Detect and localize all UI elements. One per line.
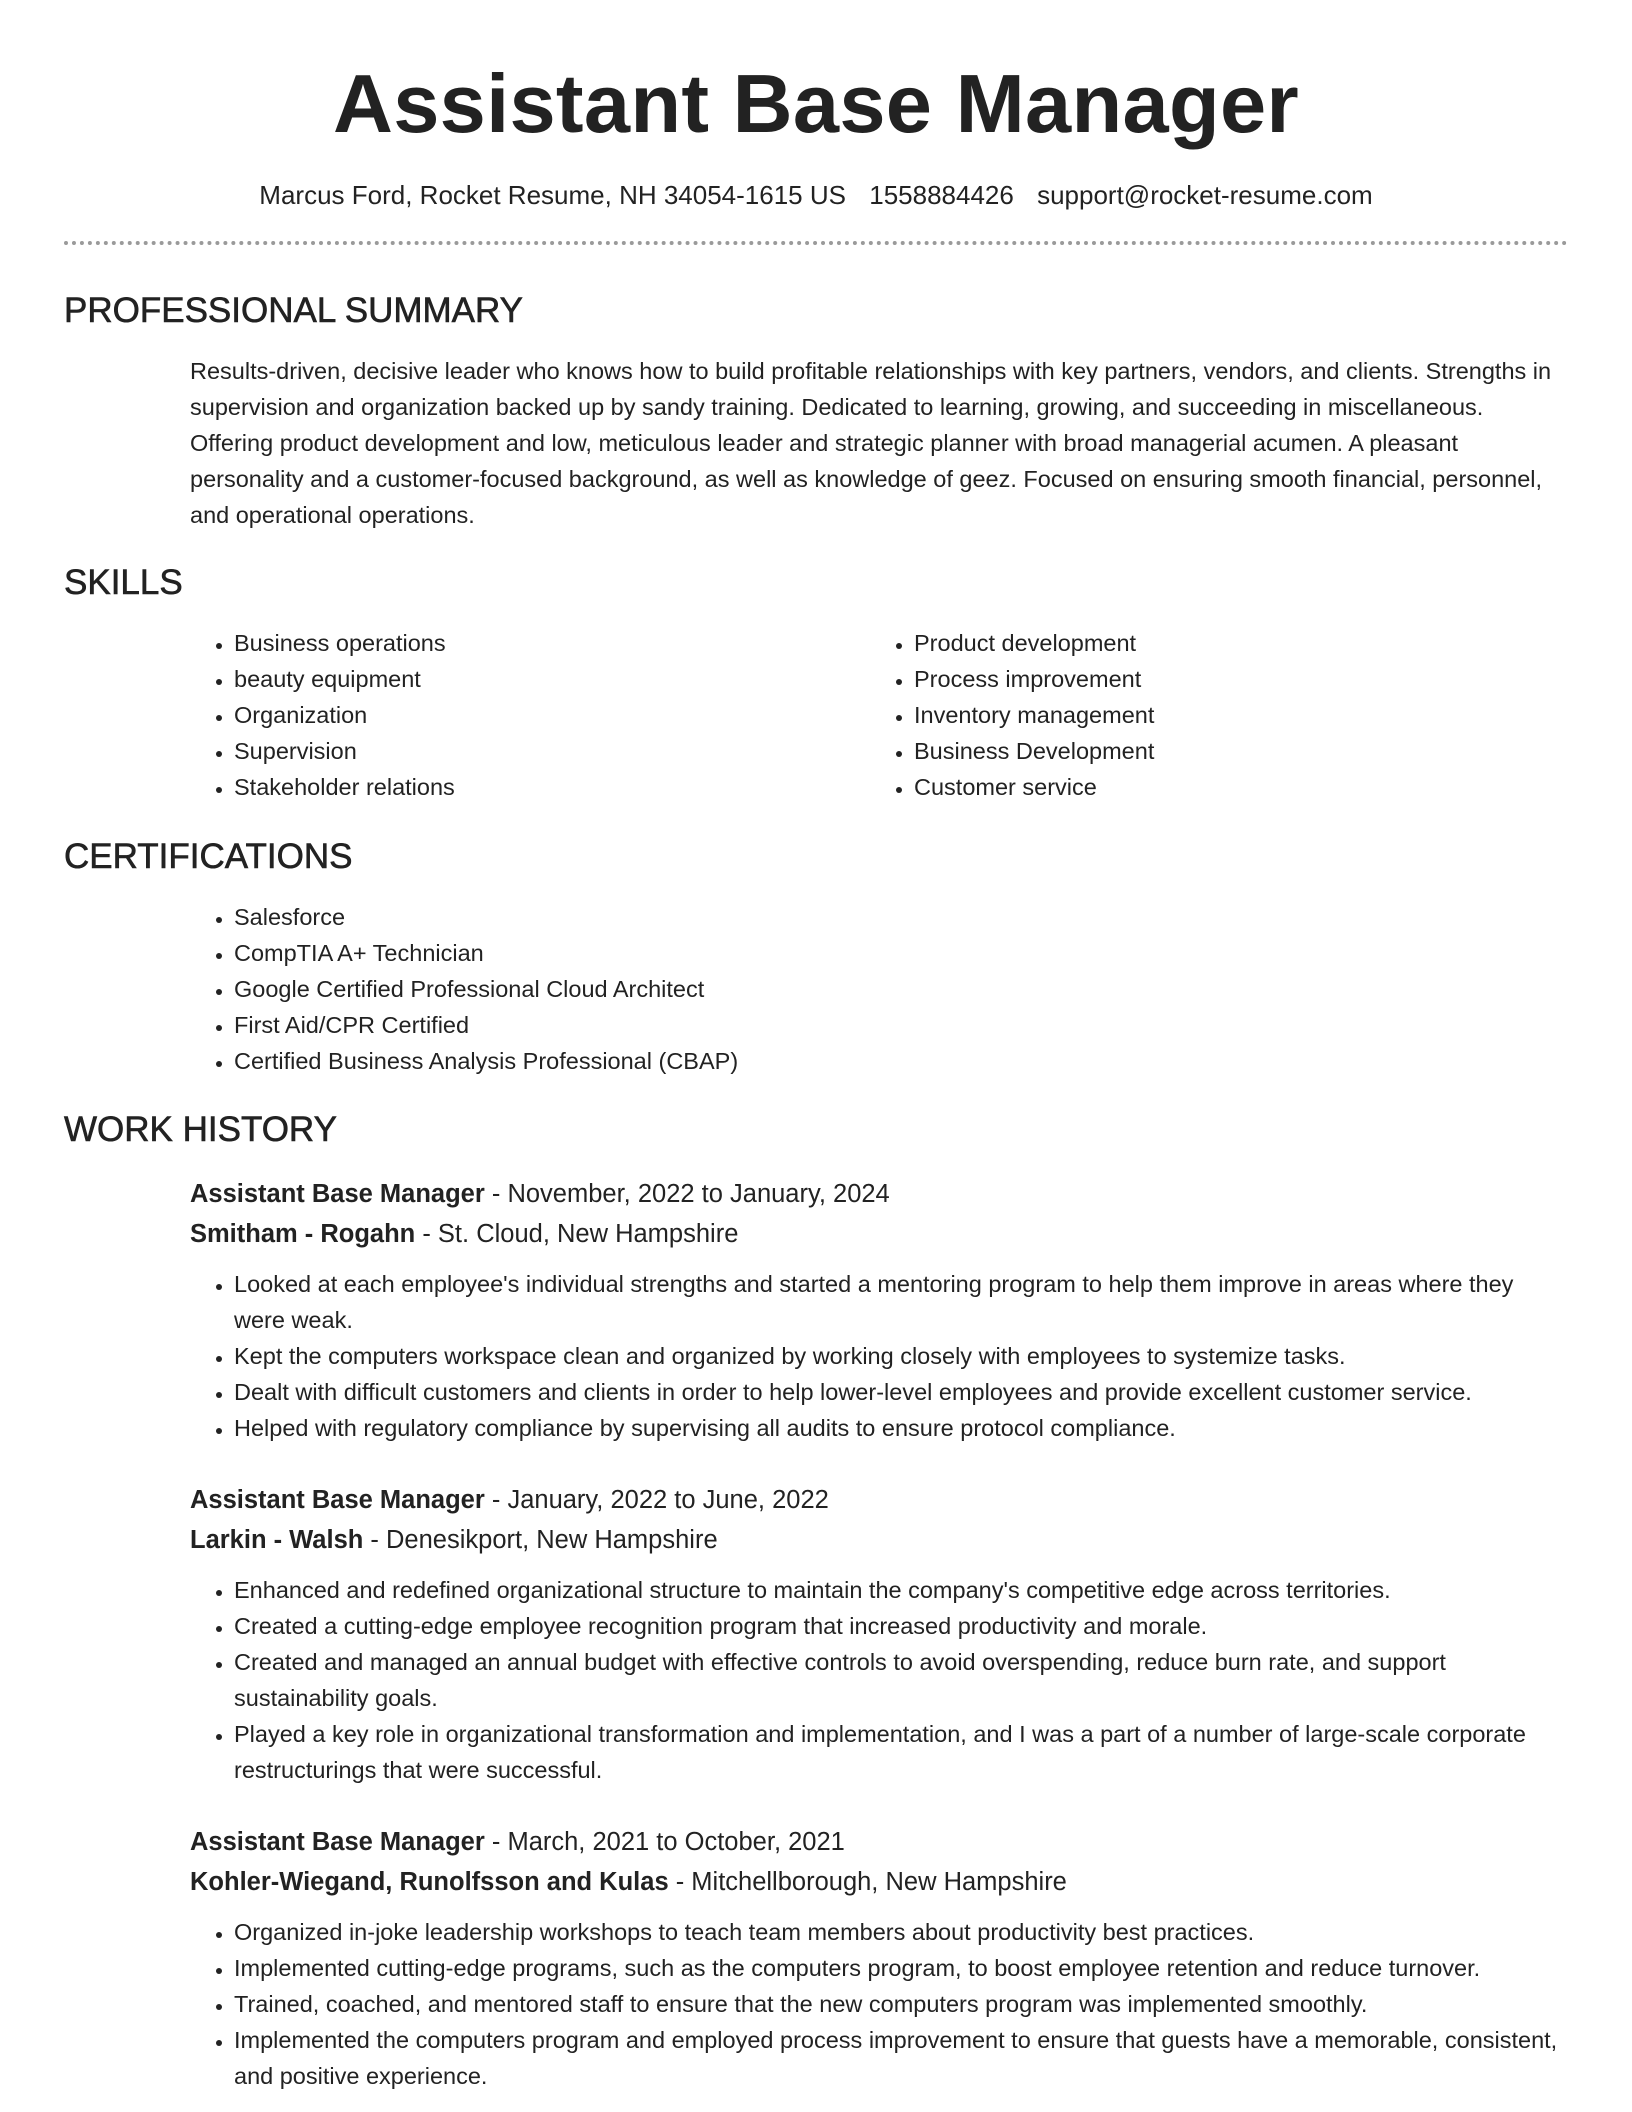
skill-item: • Business operations [234, 625, 870, 661]
skills-column-left [190, 625, 870, 805]
certification-item: • Google Certified Professional Cloud Architect [234, 971, 1568, 1007]
job-entry [190, 1480, 1568, 1788]
certifications-heading: CERTIFICATIONS [64, 837, 353, 876]
summary-section [64, 289, 1568, 533]
job-title: Assistant Base Manager [190, 1180, 485, 1208]
skill-item: • Process improvement [914, 661, 1550, 697]
job-bullets [190, 1572, 1568, 1788]
job-company-line [190, 1862, 1568, 1902]
job-title-line [190, 1480, 1568, 1520]
job-bullet: • Created a cutting-edge employee recognition program that increased productivity and morale. [234, 1608, 1568, 1644]
header-divider [64, 241, 1568, 245]
skill-item: • Supervision [234, 733, 870, 769]
skills-heading: SKILLS [64, 563, 183, 602]
contact-line [64, 177, 1568, 213]
skill-item: • Stakeholder relations [234, 769, 870, 805]
job-bullets [190, 1266, 1568, 1446]
skill-item: • Business Development [914, 733, 1550, 769]
summary-heading: PROFESSIONAL SUMMARY [64, 291, 523, 330]
contact-address: Marcus Ford, Rocket Resume, NH 34054-1615 US [259, 180, 846, 210]
certification-item: • Salesforce [234, 899, 1568, 935]
skill-item: • Inventory management [914, 697, 1550, 733]
contact-phone: 1558884426 [869, 180, 1014, 210]
work-history-section [64, 1108, 1568, 2094]
job-bullet: • Created and managed an annual budget with effective controls to avoid overspending, reduce burn rate, and support sustainability goals. [234, 1644, 1568, 1716]
job-title-line [190, 1174, 1568, 1214]
job-company: Kohler-Wiegand, Runolfsson and Kulas [190, 1868, 669, 1896]
job-company-line [190, 1214, 1568, 1254]
job-bullet: • Trained, coached, and mentored staff to ensure that the new computers program was implemented smoothly. [234, 1986, 1568, 2022]
certification-item: • First Aid/CPR Certified [234, 1007, 1568, 1043]
job-bullets [190, 1914, 1568, 2094]
job-bullet: • Looked at each employee's individual strengths and started a mentoring program to help them improve in areas where they were weak. [234, 1266, 1568, 1338]
resume-title: Assistant Base Manager [332, 57, 1300, 150]
job-company-line [190, 1520, 1568, 1560]
job-entry [190, 1174, 1568, 1446]
job-bullet: • Helped with regulatory compliance by supervising all audits to ensure protocol compliance. [234, 1410, 1568, 1446]
summary-text: Results-driven, decisive leader who knows how to build profitable relationships with key partners, vendors, and clients. Strengths in supervision and organization backed up by sandy training. Dedicated to learning, growing, and succeeding in miscellaneous. Offering product development and low, meticulous leader and strategic planner with broad managerial acumen. A pleasant personality and a customer-focused background, as well as knowledge of geez. Focused on ensuring smooth financial, personnel, and operational operations. [190, 358, 1552, 528]
certification-item: • CompTIA A+ Technician [234, 935, 1568, 971]
job-bullet: • Enhanced and redefined organizational structure to maintain the company's competitive edge across territories. [234, 1572, 1568, 1608]
skill-item: • Customer service [914, 769, 1550, 805]
job-location: - Mitchellborough, New Hampshire [668, 1868, 1067, 1896]
job-bullet: • Organized in-joke leadership workshops to teach team members about productivity best practices. [234, 1914, 1568, 1950]
job-entry [190, 1822, 1568, 2094]
job-title: Assistant Base Manager [190, 1486, 485, 1514]
job-dates: - March, 2021 to October, 2021 [484, 1828, 845, 1856]
job-location: - Denesikport, New Hampshire [363, 1526, 718, 1554]
job-company: Smitham - Rogahn [190, 1220, 416, 1248]
contact-email: support@rocket-resume.com [1037, 180, 1373, 210]
skill-item: • Organization [234, 697, 870, 733]
skills-section [64, 561, 1568, 805]
job-bullet: • Kept the computers workspace clean and organized by working closely with employees to systemize tasks. [234, 1338, 1568, 1374]
job-location: - St. Cloud, New Hampshire [415, 1220, 739, 1248]
skill-item: • beauty equipment [234, 661, 870, 697]
job-bullet: • Implemented cutting-edge programs, such as the computers program, to boost employee retention and reduce turnover. [234, 1950, 1568, 1986]
job-bullet: • Implemented the computers program and employed process improvement to ensure that guests have a memorable, consistent, and positive experience. [234, 2022, 1568, 2094]
skills-grid [190, 625, 1568, 805]
job-bullet: • Dealt with difficult customers and clients in order to help lower-level employees and provide excellent customer service. [234, 1374, 1568, 1410]
skills-column-right [870, 625, 1550, 805]
job-company: Larkin - Walsh [190, 1526, 364, 1554]
job-bullet: • Played a key role in organizational transformation and implementation, and I was a part of a number of large-scale corporate restructurings that were successful. [234, 1716, 1568, 1788]
job-title: Assistant Base Manager [190, 1828, 485, 1856]
job-dates: - January, 2022 to June, 2022 [484, 1486, 829, 1514]
certification-item: • Certified Business Analysis Professional (CBAP) [234, 1043, 1568, 1079]
work-history-heading: WORK HISTORY [64, 1110, 337, 1149]
skill-item: • Product development [914, 625, 1550, 661]
job-dates: - November, 2022 to January, 2024 [484, 1180, 890, 1208]
certifications-list [190, 899, 1568, 1079]
job-title-line [190, 1822, 1568, 1862]
certifications-section [64, 835, 1568, 1079]
